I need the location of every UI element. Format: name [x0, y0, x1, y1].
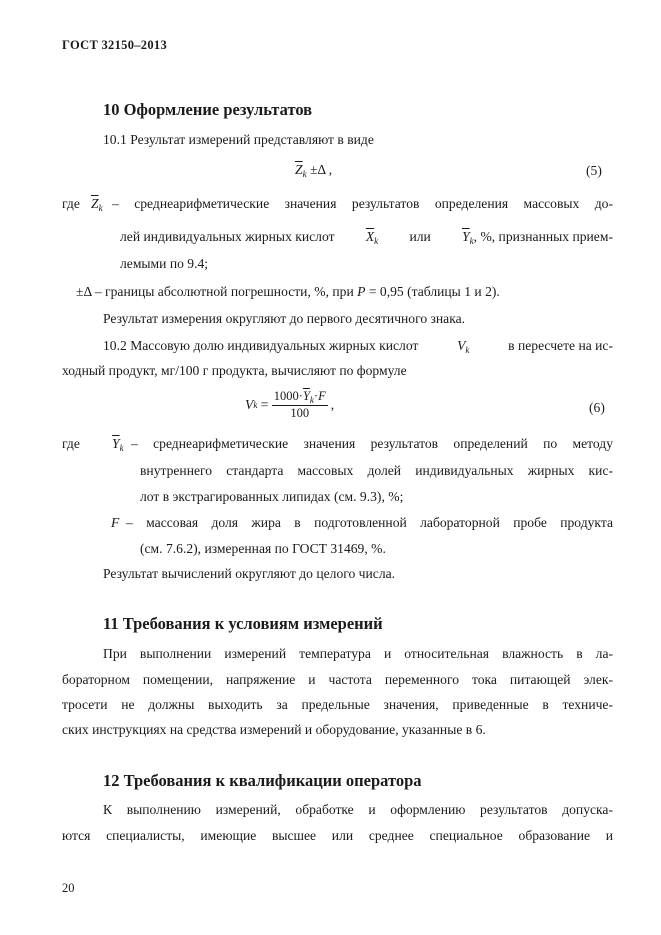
rounding-note-1: Результат измерения округляют до первого десятичного знака.: [103, 311, 466, 326]
where1-gde: где: [62, 196, 80, 211]
eq6-num-f: F: [318, 389, 326, 403]
eq6-num-ysub: k: [309, 395, 314, 405]
p2-V-sym: V: [457, 338, 466, 353]
eq6-lhs: V: [245, 396, 254, 412]
where1-x-sub: k: [374, 236, 379, 246]
eq5-subscript: k: [302, 169, 307, 179]
eq6-comma: ,: [330, 396, 335, 412]
where1-ili: или: [409, 229, 431, 244]
where3-line1: – массовая доля жира в подготовленной лабораторной пробе продукта: [126, 515, 613, 530]
where1-sym: $\overline{Z}$: [91, 196, 99, 211]
where1-x-sym: $\overline{X}$: [365, 229, 375, 244]
p2-V: [457, 338, 469, 355]
section-11-title: 11 Требования к условиям измерений: [103, 614, 383, 633]
p2-V-sub: k: [465, 345, 470, 355]
where3-symbol: F: [111, 515, 120, 530]
where1-sub: k: [98, 203, 103, 213]
section-12-title: 12 Требования к квалификации оператора: [103, 771, 422, 790]
where2-line3: лот в экстрагированных липидах (см. 9.3), %;: [140, 489, 404, 504]
paragraph-10-2-line1: [103, 338, 613, 355]
section-12-line-1: К выполнению измерений, обработке и оформлению результатов допуска-: [103, 802, 613, 817]
delta-P: P: [357, 284, 366, 299]
section-11-line-3: тросети не должны выходить за предельные значения, приведенные в техниче-: [62, 697, 613, 712]
eq6-fraction: [272, 389, 328, 421]
eq6-num-y: $\overline{Y}$: [302, 389, 310, 403]
where1-line3: лемыми по 9.4;: [120, 256, 209, 271]
equation-5-number: (5): [586, 163, 602, 178]
where3-line2: (см. 7.6.2), измеренная по ГОСТ 31469, %.: [140, 541, 386, 556]
delta-definition: [76, 284, 500, 300]
eq6-numerator: [272, 389, 328, 406]
eq6-lhs-sub: k: [253, 399, 258, 410]
where2-line1: – среднеарифметические значения результатов определений по методу: [131, 436, 613, 451]
p2-line1a: 10.2 Массовую долю индивидуальных жирных кислот: [103, 338, 419, 353]
rounding-note-2: Результат вычислений округляют до целого числа.: [103, 566, 396, 581]
document-header-standard: ГОСТ 32150–2013: [62, 38, 168, 52]
where1-y-sym: $\overline{Y}$: [462, 229, 470, 244]
where1-symbol: [91, 196, 103, 213]
section-11-line-1: При выполнении измерений температура и относительная влажность в ла-: [103, 646, 613, 661]
equation-5: [295, 162, 332, 179]
delta-pre: ±Δ – границы абсолютной погрешности, %, при: [76, 284, 358, 299]
eq6-denominator: 100: [290, 406, 310, 421]
section-11-line-4: ских инструкциях на средства измерений и оборудование, указанные в 6.: [62, 722, 486, 737]
where2-gde: где: [62, 436, 80, 451]
delta-post: = 0,95 (таблицы 1 и 2).: [365, 284, 500, 299]
where1-line2: [120, 229, 613, 246]
p2-line1b: в пересчете на ис-: [508, 338, 613, 353]
where1-line2a: лей индивидуальных жирных кислот: [120, 229, 335, 244]
eq6-equals: =: [257, 396, 272, 412]
eq5-symbol: $\overline{Z}$: [295, 162, 303, 177]
eq6-num-a: 1000·: [273, 389, 303, 403]
equation-6-number: (6): [589, 400, 605, 415]
eq5-rest: ±Δ ,: [306, 162, 333, 177]
paragraph-10-1: 10.1 Результат измерений представляют в виде: [103, 132, 374, 147]
equation-6: [245, 389, 334, 421]
where2-sub: k: [119, 443, 124, 453]
where1-y-sub: k: [469, 236, 474, 246]
paragraph-10-2-line2: ходный продукт, мг/100 г продукта, вычисляют по формуле: [62, 363, 407, 378]
section-10-title: 10 Оформление результатов: [103, 100, 313, 119]
section-11-line-2: бораторном помещении, напряжение и частота переменного тока питающей элек-: [62, 672, 613, 687]
where2-symbol: [112, 436, 124, 453]
where2-line2: внутреннего стандарта массовых долей индивидуальных жирных кис-: [140, 463, 613, 478]
page-number: 20: [62, 881, 75, 895]
where1-y: [462, 229, 613, 246]
where1-line1: – среднеарифметические значения результатов определения массовых до-: [112, 196, 613, 211]
where1-line2b: , %, признанных прием-: [473, 229, 613, 244]
where1-x: [366, 229, 378, 246]
section-12-line-2: ются специалисты, имеющие высшее или среднее специальное образование и: [62, 828, 613, 843]
where2-sym: $\overline{Y}$: [112, 436, 120, 451]
eq6-num-b: ·: [313, 389, 319, 403]
